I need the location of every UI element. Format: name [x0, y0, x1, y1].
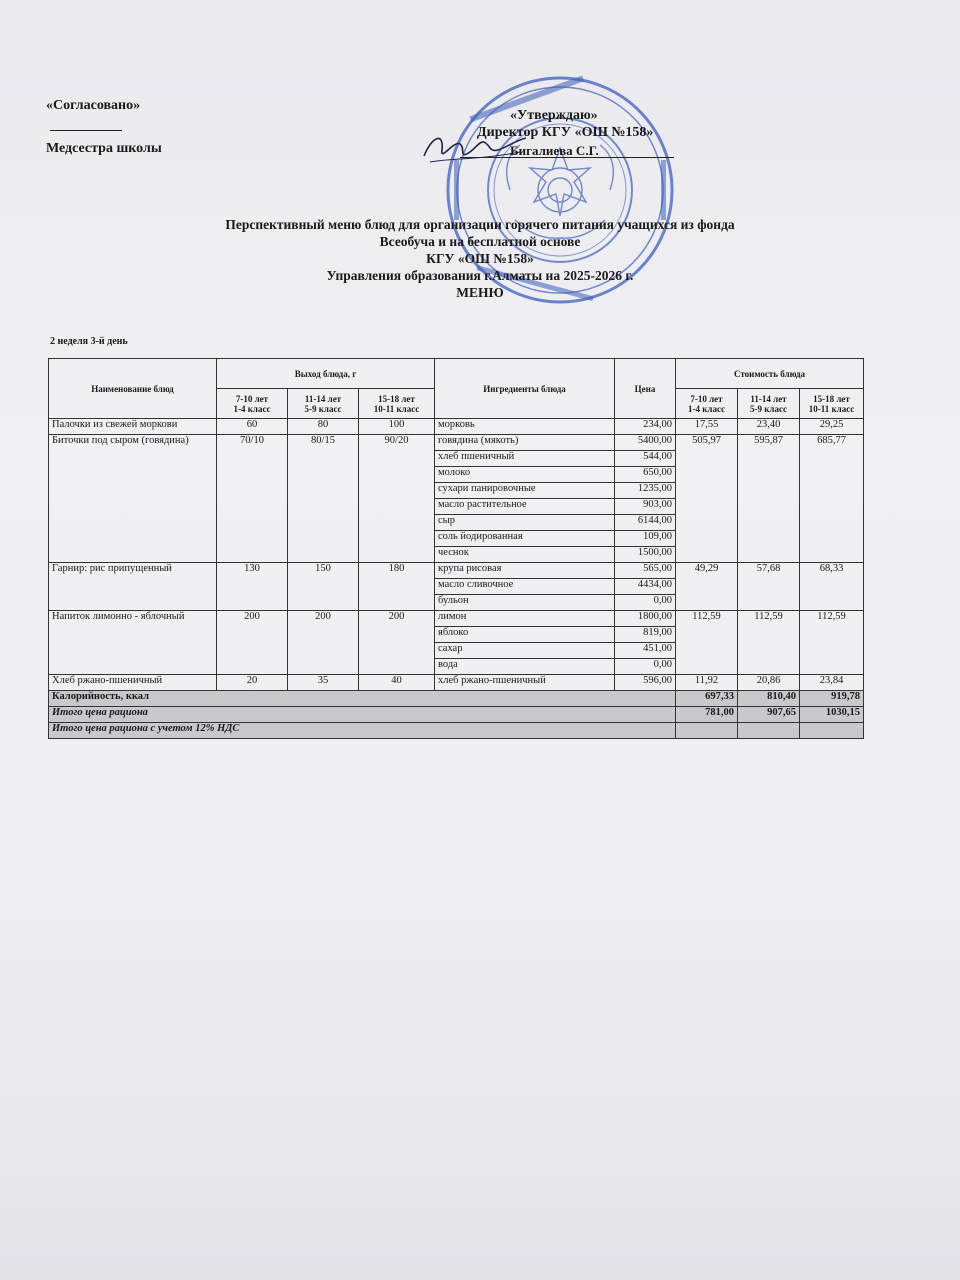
header-age-11-14: 11-14 лет 5-9 класс [288, 389, 359, 419]
ingredient-name: говядина (мякоть) [435, 435, 615, 451]
ingredient-price: 903,00 [615, 499, 676, 515]
dish-yield-7-10: 130 [217, 563, 288, 611]
dish-yield-11-14: 200 [288, 611, 359, 675]
ingredient-name: сыр [435, 515, 615, 531]
ingredient-price: 5400,00 [615, 435, 676, 451]
dish-cost-11-14: 595,87 [738, 435, 800, 563]
ingredient-name: сахар [435, 643, 615, 659]
table-row [49, 419, 864, 435]
summary-value [676, 723, 738, 739]
menu-table-body [49, 419, 864, 691]
director-label: Директор КГУ «ОШ №158» [477, 125, 654, 140]
dish-yield-7-10: 60 [217, 419, 288, 435]
dish-yield-15-18: 40 [359, 675, 435, 691]
ingredient-price: 1235,00 [615, 483, 676, 499]
summary-row-total [49, 707, 864, 723]
dish-cost-7-10: 505,97 [676, 435, 738, 563]
dish-yield-11-14: 150 [288, 563, 359, 611]
title-line-3: КГУ «ОШ №158» [426, 251, 534, 266]
ingredient-price: 596,00 [615, 675, 676, 691]
ingredient-name: морковь [435, 419, 615, 435]
dish-cost-11-14: 20,86 [738, 675, 800, 691]
ingredient-price: 234,00 [615, 419, 676, 435]
dish-yield-11-14: 80 [288, 419, 359, 435]
summary-value [738, 723, 800, 739]
header-price: Цена [615, 359, 676, 419]
summary-value: 697,33 [676, 691, 738, 707]
summary-value: 810,40 [738, 691, 800, 707]
header-cost-age-7-10: 7-10 лет 1-4 класс [676, 389, 738, 419]
header-cost-age-11-14: 11-14 лет 5-9 класс [738, 389, 800, 419]
dish-yield-11-14: 80/15 [288, 435, 359, 563]
dish-name: Биточки под сыром (говядина) [49, 435, 217, 563]
ingredient-name: хлеб ржано-пшеничный [435, 675, 615, 691]
dish-yield-7-10: 20 [217, 675, 288, 691]
dish-yield-7-10: 70/10 [217, 435, 288, 563]
ingredient-name: соль йодированная [435, 531, 615, 547]
ingredient-name: молоко [435, 467, 615, 483]
ingredient-name: сухари панировочные [435, 483, 615, 499]
dish-cost-7-10: 49,29 [676, 563, 738, 611]
week-day-label: 2 неделя 3-й день [50, 336, 128, 347]
ingredient-price: 6144,00 [615, 515, 676, 531]
director-signature-line [460, 157, 674, 158]
summary-value: 1030,15 [800, 707, 864, 723]
table-row [49, 435, 864, 451]
dish-cost-15-18: 29,25 [800, 419, 864, 435]
title-line-2: Всеобуча и на бесплатной основе [379, 234, 581, 249]
ingredient-price: 1800,00 [615, 611, 676, 627]
dish-cost-11-14: 112,59 [738, 611, 800, 675]
summary-label: Итого цена рациона с учетом 12% НДС [49, 723, 676, 739]
table-row [49, 563, 864, 579]
dish-cost-15-18: 68,33 [800, 563, 864, 611]
ingredient-price: 0,00 [615, 595, 676, 611]
ingredient-price: 819,00 [615, 627, 676, 643]
ingredient-name: масло растительное [435, 499, 615, 515]
ingredient-name: лимон [435, 611, 615, 627]
dish-name: Напиток лимонно - яблочный [49, 611, 217, 675]
summary-value: 781,00 [676, 707, 738, 723]
ingredient-name: крупа рисовая [435, 563, 615, 579]
dish-yield-15-18: 90/20 [359, 435, 435, 563]
header-age-7-10: 7-10 лет 1-4 класс [217, 389, 288, 419]
dish-yield-15-18: 200 [359, 611, 435, 675]
dish-name: Палочки из свежей моркови [49, 419, 217, 435]
dish-cost-15-18: 112,59 [800, 611, 864, 675]
summary-label: Итого цена рациона [49, 707, 676, 723]
dish-yield-11-14: 35 [288, 675, 359, 691]
table-row [49, 611, 864, 627]
signer-name: Бигалиева С.Г. [510, 143, 599, 158]
document-title [100, 216, 860, 301]
ingredient-name: вода [435, 659, 615, 675]
header-ingredients: Ингредиенты блюда [435, 359, 615, 419]
menu-summary [49, 691, 864, 739]
dish-cost-15-18: 685,77 [800, 435, 864, 563]
summary-row-total-vat [49, 723, 864, 739]
ingredient-price: 4434,00 [615, 579, 676, 595]
menu-table [48, 358, 864, 739]
dish-yield-15-18: 100 [359, 419, 435, 435]
dish-yield-7-10: 200 [217, 611, 288, 675]
ingredient-name: чеснок [435, 547, 615, 563]
ingredient-price: 0,00 [615, 659, 676, 675]
title-line-4: Управления образования г.Алматы на 2025-2026 г. [326, 268, 634, 283]
dish-name: Гарнир: рис припущенный [49, 563, 217, 611]
nurse-label: Медсестра школы [46, 141, 162, 156]
title-line-5: МЕНЮ [456, 285, 504, 300]
ingredient-name: хлеб пшеничный [435, 451, 615, 467]
dish-cost-11-14: 23,40 [738, 419, 800, 435]
ingredient-name: яблоко [435, 627, 615, 643]
dish-cost-7-10: 112,59 [676, 611, 738, 675]
ingredient-price: 109,00 [615, 531, 676, 547]
ingredient-price: 451,00 [615, 643, 676, 659]
dish-yield-15-18: 180 [359, 563, 435, 611]
ingredient-price: 544,00 [615, 451, 676, 467]
ingredient-price: 650,00 [615, 467, 676, 483]
header-dish-name: Наименование блюд [49, 359, 217, 419]
ingredient-price: 565,00 [615, 563, 676, 579]
dish-cost-7-10: 17,55 [676, 419, 738, 435]
header-age-15-18: 15-18 лет 10-11 класс [359, 389, 435, 419]
dish-name: Хлеб ржано-пшеничный [49, 675, 217, 691]
header-cost-age-15-18: 15-18 лет 10-11 класс [800, 389, 864, 419]
summary-value: 919,78 [800, 691, 864, 707]
dish-cost-11-14: 57,68 [738, 563, 800, 611]
agreed-signature-line [50, 130, 122, 131]
summary-label: Калорийность, ккал [49, 691, 676, 707]
summary-value [800, 723, 864, 739]
dish-cost-7-10: 11,92 [676, 675, 738, 691]
ingredient-price: 1500,00 [615, 547, 676, 563]
header-cost: Стоимость блюда [676, 359, 864, 389]
ingredient-name: бульон [435, 595, 615, 611]
summary-row-calories [49, 691, 864, 707]
dish-cost-15-18: 23,84 [800, 675, 864, 691]
title-line-1: Перспективный меню блюд для организации горячего питания учащихся из фонда [225, 217, 735, 232]
summary-value: 907,65 [738, 707, 800, 723]
header-output: Выход блюда, г [217, 359, 435, 389]
table-row [49, 675, 864, 691]
approved-label: «Утверждаю» [510, 108, 598, 123]
agreed-label: «Согласовано» [46, 98, 141, 113]
ingredient-name: масло сливочное [435, 579, 615, 595]
